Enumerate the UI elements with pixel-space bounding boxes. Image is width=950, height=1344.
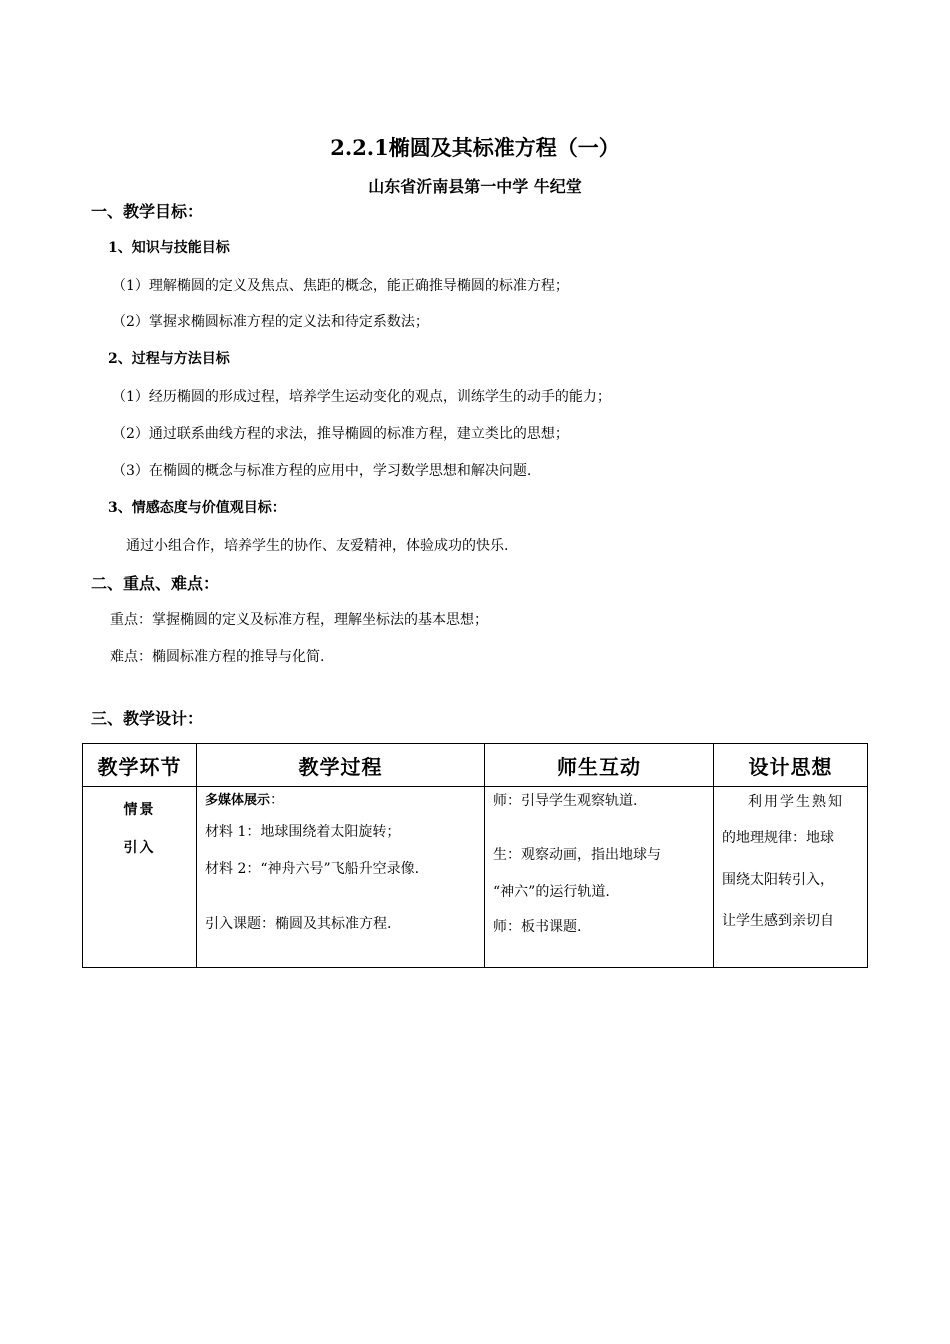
- material-item: 材料 1：地球围绕着太阳旋转；: [205, 824, 401, 840]
- interaction-line: 师：引导学生观察轨道.: [493, 793, 638, 809]
- objective-item: （2）掌握求椭圆标准方程的定义法和待定系数法；: [112, 314, 429, 330]
- author-line: 山东省沂南县第一中学 牛纪堂: [368, 177, 582, 196]
- sub1-heading: 1、知识与技能目标: [108, 240, 230, 256]
- process-cell: [197, 787, 485, 968]
- table-header-row: [83, 744, 868, 787]
- objective-item: 通过小组合作，培养学生的协作、友爱精神，体验成功的快乐.: [126, 538, 509, 554]
- document-title: 2.2.1椭圆及其标准方程（一）: [330, 135, 620, 160]
- table-row: [83, 787, 868, 968]
- section2-heading: 二、重点、难点：: [91, 574, 220, 593]
- multimedia-colon: ：: [270, 792, 285, 808]
- column-header: 教学环节: [83, 744, 197, 787]
- interaction-line: “神六”的运行轨道.: [493, 884, 610, 900]
- interaction-cell: [485, 787, 714, 968]
- section1-heading: 一、教学目标：: [91, 202, 204, 221]
- column-header: 师生互动: [485, 744, 714, 787]
- objective-item: （2）通过联系曲线方程的求法，推导椭圆的标准方程，建立类比的思想；: [112, 426, 569, 442]
- section3-heading: 三、教学设计：: [91, 709, 204, 728]
- topic-line: 引入课题：椭圆及其标准方程.: [205, 916, 392, 932]
- teaching-design-table: [82, 743, 868, 968]
- interaction-line: 师：板书课题.: [493, 919, 582, 935]
- sub3-heading: 3、情感态度与价值观目标：: [108, 500, 286, 516]
- stage-label: 情景: [123, 802, 156, 818]
- idea-cell: [714, 787, 868, 968]
- keypoint-item: 难点：椭圆标准方程的推导与化简.: [110, 649, 325, 665]
- objective-item: （3）在椭圆的概念与标准方程的应用中，学习数学思想和解决问题.: [112, 463, 532, 479]
- idea-line: 利用学生熟知: [748, 794, 844, 810]
- stage-cell: [83, 787, 197, 968]
- keypoint-item: 重点：掌握椭圆的定义及标准方程，理解坐标法的基本思想；: [110, 612, 488, 628]
- column-header: 教学过程: [197, 744, 485, 787]
- idea-line: 让学生感到亲切自: [722, 913, 834, 929]
- interaction-line: 生：观察动画，指出地球与: [493, 847, 661, 863]
- material-item: 材料 2：“神舟六号”飞船升空录像.: [205, 861, 420, 877]
- stage-label: 引入: [123, 840, 156, 856]
- sub2-heading: 2、过程与方法目标: [108, 351, 230, 367]
- objective-item: （1）理解椭圆的定义及焦点、焦距的概念，能正确推导椭圆的标准方程；: [112, 278, 569, 294]
- idea-line: 的地理规律：地球: [722, 830, 834, 846]
- idea-line: 围绕太阳转引入，: [722, 872, 834, 888]
- multimedia-label: 多媒体展示: [205, 793, 271, 808]
- column-header: 设计思想: [714, 744, 868, 787]
- objective-item: （1）经历椭圆的形成过程，培养学生运动变化的观点，训练学生的动手的能力；: [112, 389, 611, 405]
